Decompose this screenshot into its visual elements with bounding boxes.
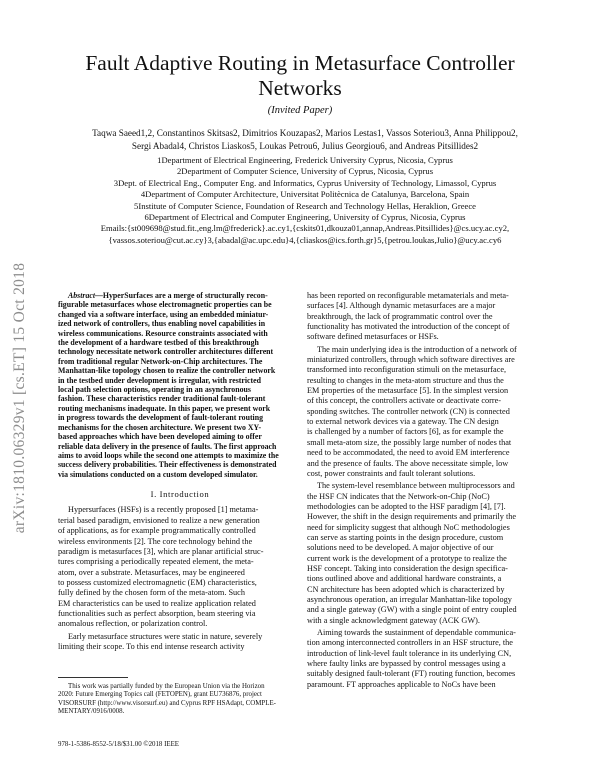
body-line: Aiming towards the sustainment of dependable communica- [317,628,516,637]
body-line: solutions need to be developed. A major objective of our [307,543,494,553]
abstract-line: wireless communications. Resource constraints associated with [58,328,268,338]
abstract-line: local path selection options, operating in an asynchronous [58,385,251,395]
email-line: Emails:{st009698@stud.fit.,eng.lm@frederick}.ac.cy1,{cskits01,dkouza01,annap,Andreas.Pitsillides}@cs.ucy.ac.cy2, [100,223,510,234]
body-line: resulting to changes in the meta-atom structure and thus the [307,375,504,385]
abstract-line [58,291,302,300]
footnote-line: MENTARY/0916/0008. [58,708,125,716]
body-line: suitably designed fault-tolerant (FT) routing function, becomes [307,669,516,679]
abstract-line: routing mechanisms inadequate. In this paper, we present work [58,403,271,413]
body-line: wireless environments [2]. The core technology behind the [58,536,253,546]
author-line-1: Taqwa Saeed1,2, Constantinos Skitsas2, Dimitrios Kouzapas2, Marios Lestas1, Vassos Soteriou3, Anna Philippou2, [92,128,518,138]
body-line: the HSF CN indicates that the Network-on-Chip (NoC) [307,491,490,501]
body-line: introduction of link-level fault tolerance in its underlying CN, [307,648,512,658]
body-line: atom, over a substrate. Metasurfaces, may be engineered [58,567,245,577]
abstract [58,291,302,479]
body-line: surfaces [4]. Although dynamic metasurfaces are a major [307,301,496,311]
body-line: EM characteristics can be used to realize application related [58,598,256,608]
abstract-line: fashion. These characteristics render traditional fault-tolerant [58,394,266,404]
footnote-line: This work was partially funded by the European Union via the Horizon [68,683,265,690]
intro-paragraph-1 [58,505,302,629]
intro-paragraph-2 [58,632,302,653]
affiliation-line: 2Department of Computer Science, University of Cyprus, Nicosia, Cyprus [176,166,434,177]
abstract-line: the development of a hardware testbed of this breakthrough [58,338,259,348]
body-line: functionalities such as perfect absorption, beam steering via [58,608,256,618]
body-line: small meta-atom size, the possibly large number of nodes that [307,437,512,447]
abstract-label: Abstract [68,291,96,300]
email-line: {vassos.soteriou@cut.ac.cy}3,{abadal@ac.upc.edu}4,{cliaskos@ics.forth.gr}5,{petrou.loukas,Julio}@ucy.ac.cy6 [108,234,502,245]
body-line: methodologies can be adopted to the HSF paradigm [4], [7]. [307,501,506,511]
footnote-line: 2020: Future Emerging Topics call (FETOPEN), grant EU736876, project [58,691,262,699]
affiliation-line: 1Department of Electrical Engineering, Frederick University Cyprus, Nicosia, Cyprus [157,155,453,165]
right-paragraph-1 [307,291,551,343]
body-line: CN architecture has been adopted which is characterized by [307,584,505,594]
body-line: software defined metasurfaces or HSFs. [307,332,439,342]
affiliation-list [40,155,570,246]
left-column [58,291,302,652]
body-line: where faulty links are bypassed by control messages using a [307,659,506,669]
body-line: to possess customized electromagnetic (EM) characteristics, [58,577,257,587]
body-line: paradigm is metasurfaces [3], which are planar artificial struc- [58,546,264,556]
body-line: asynchronous operation, an irregular Manhattan-like topology [307,594,512,604]
abstract-line-text: —HyperSurfaces are a merge of structurally recon- [95,291,268,300]
abstract-line: in progress towards the development of fault-tolerant routing [58,413,264,423]
author-line-2: Sergi Abadal4, Christos Liaskos5, Loukas Petrou6, Julius Georgiou6, and Andreas Pitsillides2 [131,140,479,151]
funding-footnote [58,683,302,717]
body-line: sponding switches. The controller network (CN) is connected [307,406,510,416]
section-heading-introduction: I. Introduction [150,489,210,500]
body-line: current work is the development of a prototype to realize the [307,553,507,563]
body-line: with a single acknowledgment gateway (ACK GW). [307,615,480,625]
body-line: limiting their scope. To this end intense research activity [58,641,245,651]
body-line: need to be accommodated, the need to avoid EM interference [307,448,510,458]
body-line: However, the shift in the design requirements and primarily the [307,512,517,522]
abstract-line: via simulations conducted on a custom developed simulator. [58,469,258,479]
affiliation-line: 3Dept. of Electrical Eng., Computer Eng. and Informatics, Cyprus University of Technology, Limassol, Cyprus [113,177,497,188]
abstract-line: technology necessitate network controller architectures different [58,347,274,357]
body-line: of applications, as for example programmatically controlled [58,526,256,536]
abstract-line: in the testbed under development is irregular, with restricted [58,375,261,385]
paper-title [60,51,540,101]
body-line: HSF concept. Taking into consideration the design specifica- [307,563,508,573]
body-line: to external network devices via a gateway. The CN design [307,417,499,427]
body-line: The main underlying idea is the introduction of a network of [317,344,517,354]
abstract-line: success delivery probabilities. Their effectiveness is demonstrated [58,460,277,470]
body-line: breakthrough, the lack of programmatic control over the [307,311,493,321]
right-column [307,291,551,690]
title-line-1: Fault Adaptive Routing in Metasurface Controller [85,51,515,75]
abstract-line: figurable metasurfaces whose electromagnetic properties can be [58,300,272,310]
body-line: tures comprising a periodically repeated element, the meta- [58,557,254,567]
body-line: miniaturized controllers, through which software directives are [307,355,515,365]
paper-subtitle: (Invited Paper) [267,105,333,116]
abstract-line: ized network of controllers, thus enabling novel capabilities in [58,319,266,329]
abstract-line: based approaches which have been developed aiming to offer [58,432,262,442]
body-line: EM properties of the metasurface [5]. In the simplest version [307,386,509,396]
body-line: is challenged by a number of factors [6], as for example the [307,427,504,437]
abstract-line: changed via a software interface, using an embedded miniatur- [58,309,269,319]
affiliation-line: 5Institute of Computer Science, Foundation of Research and Technology Hellas, Heraklion, Greece [134,200,476,211]
author-list [40,127,570,152]
body-line: has been reported on reconfigurable metamaterials and meta- [307,291,509,300]
affiliation-line: 4Department of Computer Architecture, Universitat Politècnica de Catalunya, Barcelona, Spain [140,189,470,200]
body-line: cost, power constraints and fault tolerant solutions. [307,468,476,478]
arxiv-stamp-text: arXiv:1810.06329v1 [cs.ET] 15 Oct 2018 [11,262,28,534]
title-line-2: Networks [258,76,342,100]
footnote-line: VISORSURF (http://www.visorsurf.eu) and Cyprus RPF HSAdapt, COMPLE- [58,699,276,707]
body-line: transformed into reconfiguration stimuli on the metasurface, [307,365,507,375]
body-line: of this concept, the controllers activate or deactivate corre- [307,396,502,406]
abstract-line: mechanisms for the chosen architecture. We present two XY- [58,422,262,432]
body-line: fully defined by the chosen form of the meta-atom. Such [58,588,245,598]
body-line: and the presence of faults. The above necessitate simple, low [307,458,509,468]
body-line: tions outlined above and additional hardware constraints, a [307,574,502,584]
right-paragraph-4 [307,628,551,690]
affiliation-line: 6Department of Electrical and Computer Engineering, University of Cyprus, Nicosia, Cyprus [144,212,466,223]
arxiv-identifier-stamp [8,208,32,588]
body-line: functionality has motivated the introduction of the concept of [307,322,510,332]
right-paragraph-2 [307,345,551,479]
right-paragraph-3 [307,481,551,626]
body-line: need for simplicity suggest that although NoC methodologies [307,522,510,532]
body-line: can serve as starting points in the design procedure, custom [307,532,504,542]
abstract-line: aims to avoid loops while the second one attempts to maximize the [58,450,279,460]
body-line: The system-level resemblance between multiprocessors and [317,481,515,491]
abstract-line: from traditional regular Network-on-Chip architectures. The [58,356,263,366]
body-line: and a single gateway (GW) with a single point of entry coupled [307,605,517,615]
body-line: paramount. FT approaches applicable to NoCs have been [307,679,496,689]
body-line: tion among interconnected controllers in an HSF structure, the [307,638,513,648]
footnote-rule [58,677,128,678]
abstract-line: reliable data delivery in the presence of faults. The first approach [58,441,277,451]
body-line: anomalous reflection, or polarization control. [58,619,208,629]
copyright-notice: 978-1-5386-8552-5/18/$31.00 ©2018 IEEE [58,741,180,748]
body-line: Hypersurfaces (HSFs) is a recently proposed [1] metama- [68,505,259,515]
body-line: Early metasurface structures were static in nature, severely [68,631,263,641]
body-line: terial based paradigm, envisioned to realize a new generation [58,515,260,525]
abstract-line: Manhattan-like topology chosen to realize the controller network [58,366,276,376]
